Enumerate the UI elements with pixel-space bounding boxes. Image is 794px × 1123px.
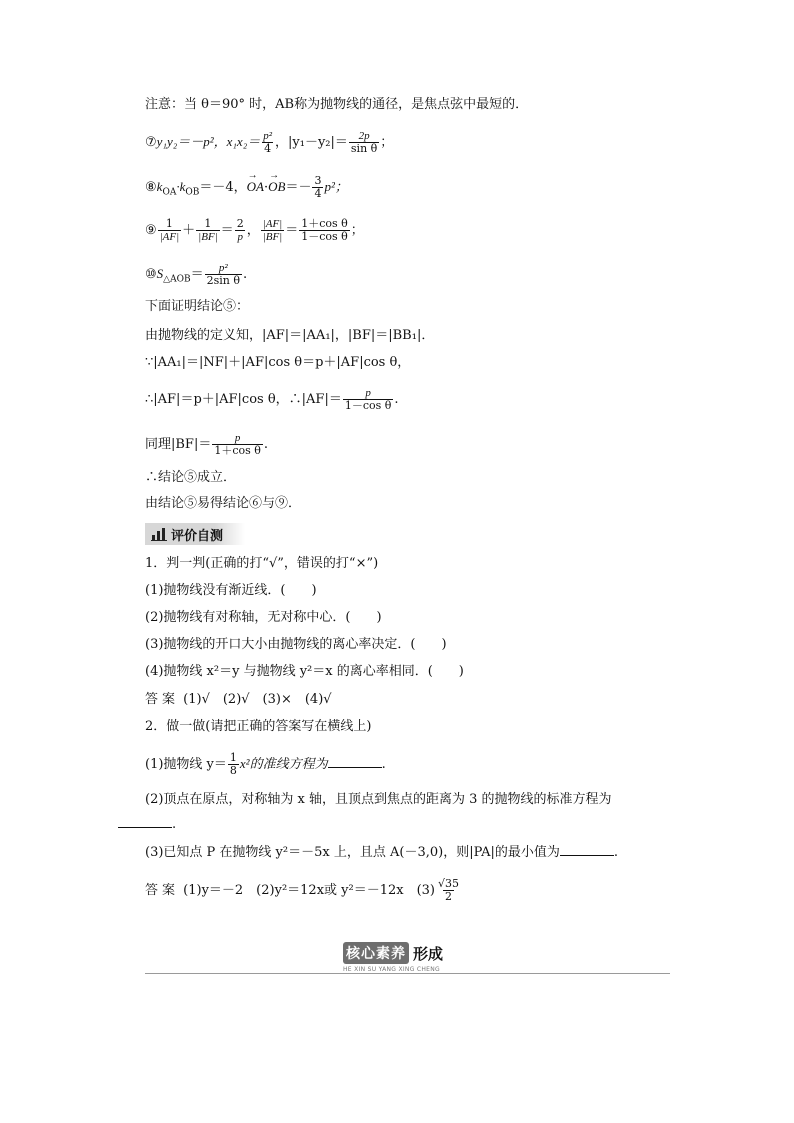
answer-blank-1 (328, 766, 382, 768)
q1-item-3: (3)抛物线的开口大小由抛物线的离心率决定．( ) (145, 637, 447, 652)
note-line: 注意：当 θ＝90° 时，AB称为抛物线的通径，是焦点弦中最短的． (145, 97, 529, 112)
footer-pinyin: HE XIN SU YANG XING CHENG (343, 966, 473, 973)
formula-7: ⑦y₁y₂＝－p²，x₁x₂＝ $\frac{\text{p²}}{4}$ ，|y₁－y₂|＝ $\frac{2p}{\text{sin θ}}$ ； (145, 130, 394, 155)
formula-8: $⑧k_{OA}\cdot k_{OB}=-4$，→ OA·→ OB＝－ $\frac{3}{4}$ p²； (145, 175, 348, 203)
formula-9: ⑨ $\frac{1}{|AF|}$ ＋ $\frac{1}{|BF|}$ ＝ $\frac{2}{p}$ ， $\frac{|AF|}{|BF|}$ ＝ $\frac{\text{1＋cos θ}}{\text{1－cos θ}}$ ； (145, 217, 364, 243)
q2-answer: 答案 (1)y＝－2 (2)y²＝12x或 y²＝－12x (3) $\frac{√35}{2}$ (145, 877, 460, 903)
q2-item-1: (1)抛物线 y＝ $\frac{1}{8}$ x²的准线方程为 . (145, 751, 386, 777)
answer-blank-3 (560, 854, 614, 856)
answer-label: 答案 (145, 692, 180, 707)
q1-answer: 答案 (1)√ (2)√ (3)× (4)√ (145, 692, 332, 707)
footer-tail-label: 形成 (413, 945, 444, 963)
q2-item-3: (3)已知点 P 在抛物线 y²＝－5x 上，且点 A(－3,0)，则|PA|的最小值为 . (145, 845, 619, 860)
vector-ob: → OB (268, 177, 285, 197)
vector-oa: → OA (247, 177, 264, 197)
section-footer-banner (145, 942, 670, 982)
answer-blank-2 (118, 826, 172, 828)
proof-line-3: ∴|AF|＝p＋|AF|cos θ，∴|AF|＝ $\frac{p}{\text{1－cos θ}}$ . (145, 387, 399, 412)
q2-item-2-cont: . (118, 815, 176, 835)
proof-line-5: ∴结论⑤成立． (145, 470, 237, 485)
q2-title: 2．做一做(请把正确的答案写在横线上) (145, 719, 372, 734)
q1-item-4: (4)抛物线 x²＝y 与抛物线 y²＝x 的离心率相同．( ) (145, 664, 464, 679)
proof-line-4: 同理|BF|＝ $\frac{p}{\text{1＋cos θ}}$ . (145, 432, 269, 457)
q1-item-2: (2)抛物线有对称轴，无对称中心．( ) (145, 610, 382, 625)
bar-chart-icon (151, 527, 167, 541)
answer-label: 答案 (145, 883, 180, 898)
q2-item-2: (2)顶点在原点，对称轴为 x 轴，且顶点到焦点的距离为 3 的抛物线的标准方程为 (145, 792, 612, 807)
q1-title: 1．判一判(正确的打“√”，错误的打“×”) (145, 556, 379, 571)
proof-line-6: 由结论⑤易得结论⑥与⑨． (145, 496, 302, 511)
q1-item-1: (1)抛物线没有渐近线．( ) (145, 583, 317, 598)
proof-line-1: 由抛物线的定义知，|AF|＝|AA₁|，|BF|＝|BB₁|． (145, 328, 435, 343)
section-tag-self-assessment (145, 523, 245, 545)
footer-rule (145, 973, 670, 974)
proof-title: 下面证明结论⑤： (145, 299, 250, 314)
proof-line-2: ∵|AA₁|＝|NF|＋|AF|cos θ＝p＋|AF|cos θ， (145, 355, 411, 370)
footer-box-label: 核心素养 (343, 942, 409, 964)
formula-10: $⑩S_{\triangle AOB}=$ $\frac{\text{p²}}{\text{2sin θ}}$ . (145, 262, 248, 287)
section-title: 评价自测 (171, 528, 224, 544)
